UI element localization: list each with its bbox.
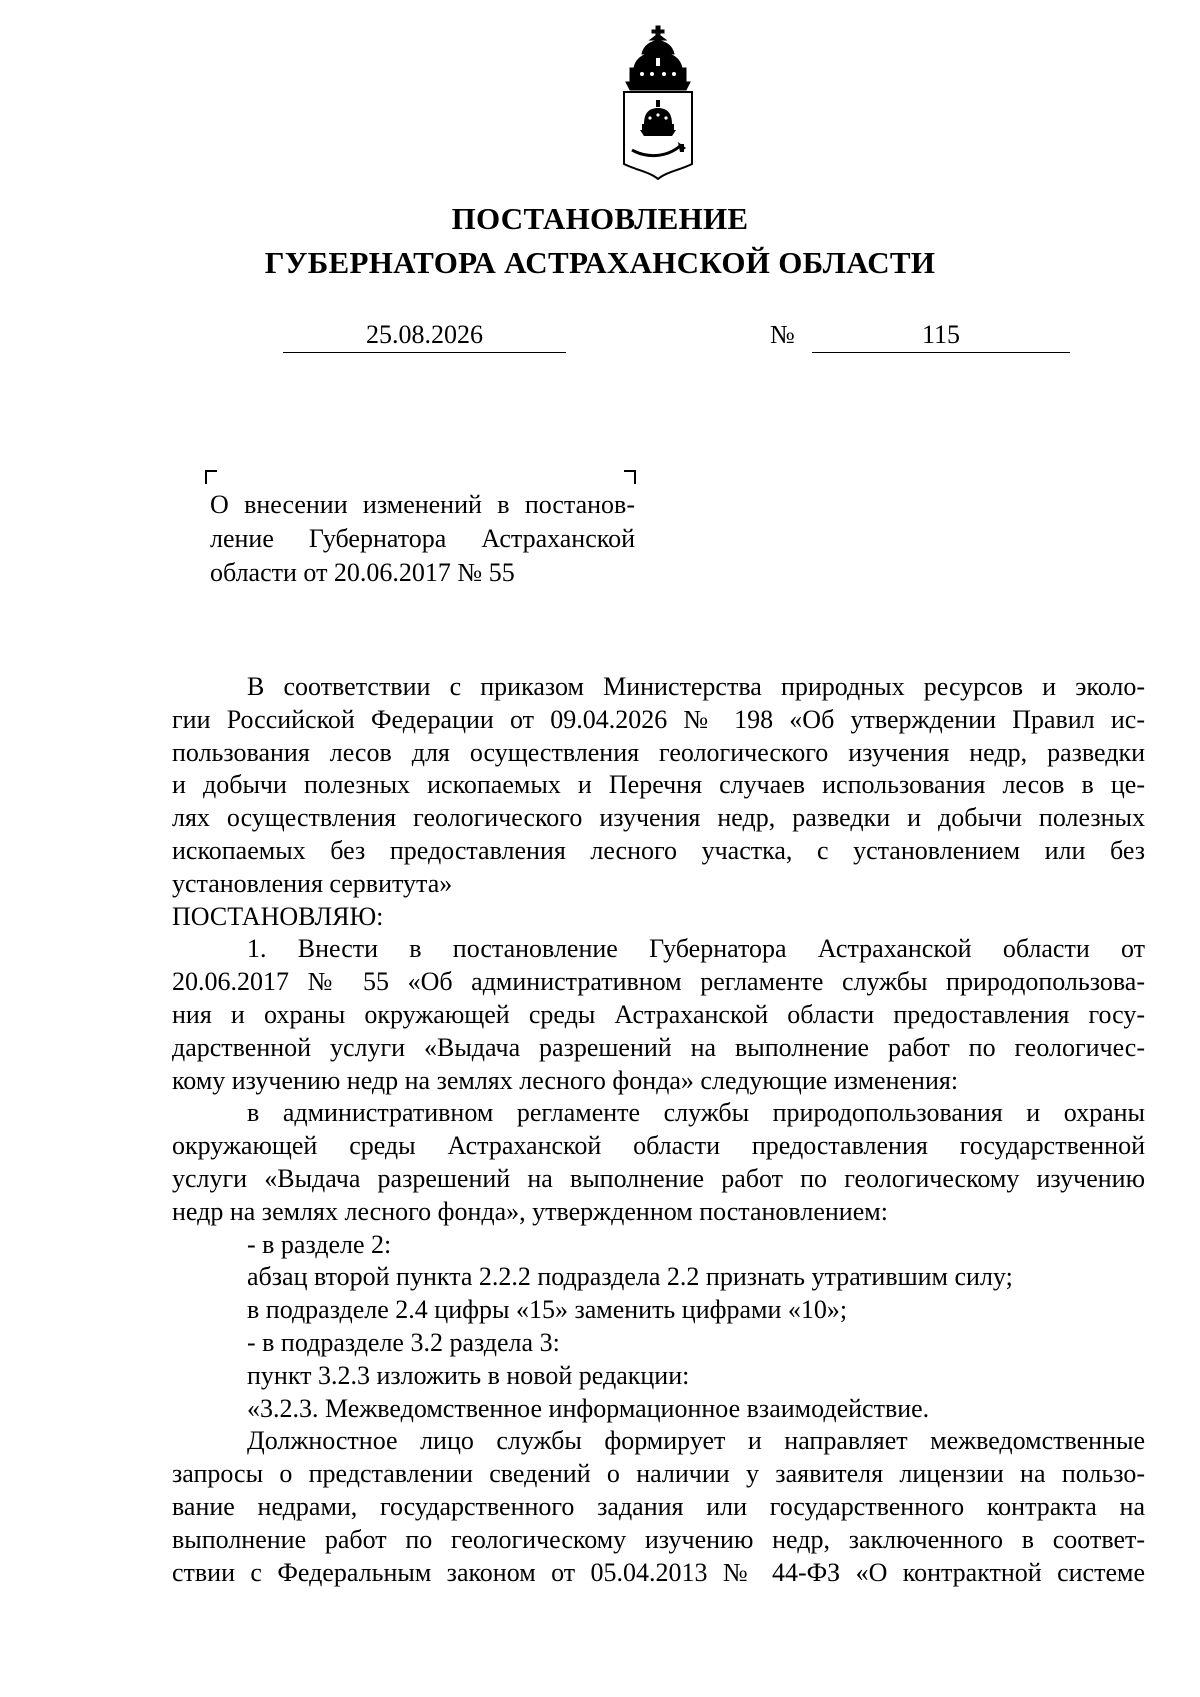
document-number: 115	[812, 318, 1070, 353]
subject-line: ление Губернатора Астраханской	[210, 524, 635, 553]
text-line: услуги «Выдача разрешений на выполнение работ по геологическому изучению	[172, 1163, 1145, 1193]
text-line: запросы о представлении сведений о наличии у заявителя лицензии на пользо-	[172, 1459, 1145, 1489]
text-line: кому изучению недр на землях лесного фонда» следующие изменения:	[172, 1065, 959, 1095]
text-line: - в подразделе 3.2 раздела 3:	[247, 1327, 560, 1357]
subject-bracket-right	[624, 470, 636, 484]
text-line: недр на землях лесного фонда», утвержденном постановлением:	[172, 1196, 888, 1226]
text-line: ПОСТАНОВЛЯЮ:	[172, 901, 384, 931]
reglament-paragraph	[172, 1097, 1145, 1228]
text-line: Должностное лицо службы формирует и направляет межведомственные	[247, 1426, 1145, 1456]
subject-bracket-left	[205, 470, 217, 484]
text-line: - в разделе 2:	[247, 1229, 392, 1259]
issuing-authority-title: ГУБЕРНАТОРА АСТРАХАНСКОЙ ОБЛАСТИ	[264, 245, 936, 280]
text-line: вание недрами, государственного задания или государственного контракта на	[172, 1491, 1145, 1521]
text-line: выполнение работ по геологическому изучению недр, заключенного в соответ-	[172, 1524, 1145, 1554]
subject-line: области от 20.06.2017 № 55	[210, 558, 515, 587]
text-line: гии Российской Федерации от 09.04.2026 № 198 «Об утверждении Правил ис-	[172, 704, 1145, 734]
text-line: «3.2.3. Межведомственное информационное взаимодействие.	[247, 1393, 930, 1423]
text-line: В соответствии с приказом Министерства природных ресурсов и эколо-	[247, 672, 1145, 701]
text-line: установления сервитута»	[172, 868, 453, 898]
text-line: и добычи полезных ископаемых и Перечня случаев использования лесов в це-	[172, 770, 1145, 800]
text-line: ствии с Федеральным законом от 05.04.2013 № 44-ФЗ «О контрактной системе	[172, 1557, 1145, 1587]
document-subject	[210, 488, 635, 590]
text-line: 1. Внести в постановление Губернатора Астраханской области от	[247, 934, 1145, 964]
decree-word	[172, 901, 1145, 934]
document-date: 25.08.2026	[283, 318, 566, 353]
text-line: ископаемых без предоставления лесного участка, с установлением или без	[172, 835, 1145, 865]
text-line: лях осуществления геологического изучения недр, разведки и добычи полезных	[172, 803, 1145, 833]
text-line: абзац второй пункта 2.2.2 подраздела 2.2 признать утратившим силу;	[247, 1262, 1013, 1292]
text-line: дарственной услуги «Выдача разрешений на выполнение работ по геологичес-	[172, 1032, 1145, 1062]
text-line: ния и охраны окружающей среды Астраханской области предоставления госу-	[172, 999, 1145, 1029]
text-line: в подразделе 2.4 цифры «15» заменить цифрами «10»;	[247, 1295, 848, 1325]
text-line: окружающей среды Астраханской области предоставления государственной	[172, 1131, 1145, 1161]
subject-line: О внесении изменений в постанов-	[210, 490, 635, 519]
official-paragraph	[172, 1425, 1145, 1589]
text-line: пользования лесов для осуществления геологического изучения недр, разведки	[172, 737, 1145, 767]
text-line: пункт 3.2.3 изложить в новой редакции:	[247, 1360, 690, 1390]
coat-of-arms-emblem	[620, 24, 696, 180]
text-line: 20.06.2017 № 55 «Об административном регламенте службы природопользова-	[172, 967, 1145, 997]
document-body	[172, 671, 1145, 1589]
document-type-title: ПОСТАНОВЛЕНИЕ	[451, 201, 749, 236]
preamble-paragraph	[172, 671, 1145, 901]
amendment-items	[172, 1229, 1145, 1426]
number-sign: №	[770, 320, 795, 349]
text-line: в административном регламенте службы природопользования и охраны	[247, 1098, 1145, 1128]
item-1-paragraph	[172, 933, 1145, 1097]
